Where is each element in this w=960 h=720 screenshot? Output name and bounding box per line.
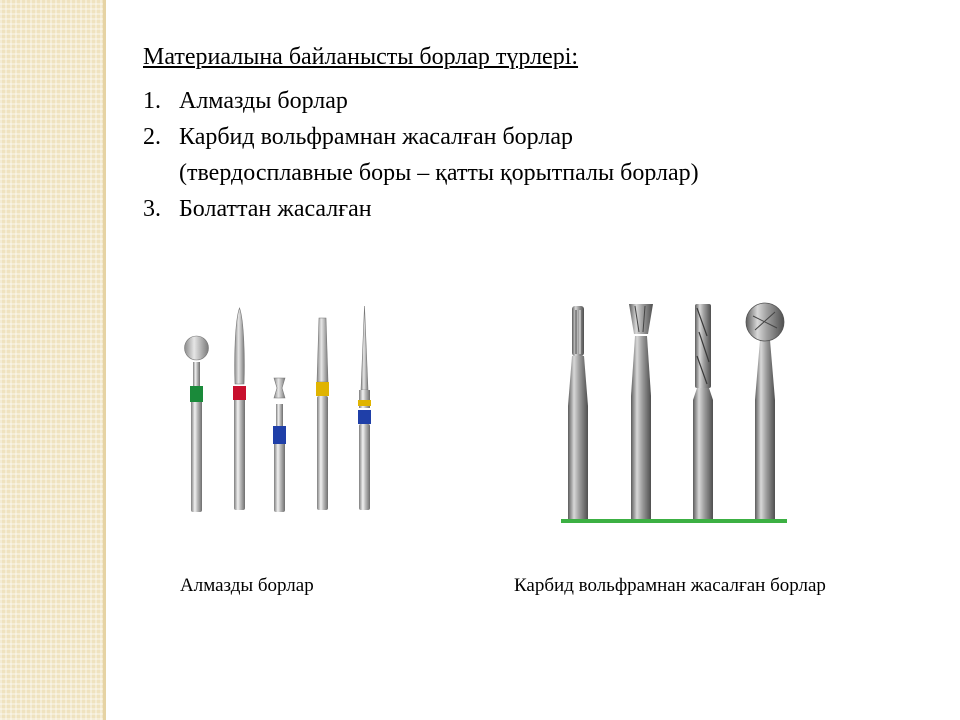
side-strip-edge [103, 0, 106, 720]
list-item-text: Алмазды борлар [179, 88, 348, 114]
diamond-bur-flame [233, 308, 246, 510]
slide-heading: Материалына байланысты борлар түрлері: [143, 44, 579, 70]
list-item-carbide [143, 122, 699, 188]
bur-types-list [143, 86, 699, 230]
diamond-burs-image [170, 300, 390, 520]
diamond-bur-round [185, 336, 209, 512]
caption-carbide-burs: Карбид вольфрамнан жасалған борлар [514, 575, 826, 596]
diamond-bur-taper [316, 318, 329, 510]
list-number: 1. [143, 88, 161, 114]
diamond-bur-needle [358, 306, 371, 510]
list-item-text: Карбид вольфрамнан жасалған борлар [179, 124, 573, 150]
carbide-bur-fissure [568, 306, 588, 522]
list-item-diamond [143, 86, 699, 116]
list-item-steel [143, 194, 699, 224]
diamond-bur-hourglass [273, 378, 286, 512]
list-item-text: Болаттан жасалған [179, 196, 372, 222]
carbide-burs-image [555, 296, 795, 532]
carbide-bur-inverted-cone [629, 304, 653, 522]
caption-diamond-burs: Алмазды борлар [180, 575, 314, 596]
carbide-bur-crosscut [693, 304, 713, 522]
carbide-base-line [561, 519, 787, 523]
list-number: 2. [143, 124, 161, 150]
list-item-subtext: (твердосплавные боры – қатты қорытпалы борлар) [179, 160, 699, 186]
decorative-side-strip [0, 0, 103, 720]
list-number: 3. [143, 196, 161, 222]
carbide-bur-round [746, 303, 784, 522]
